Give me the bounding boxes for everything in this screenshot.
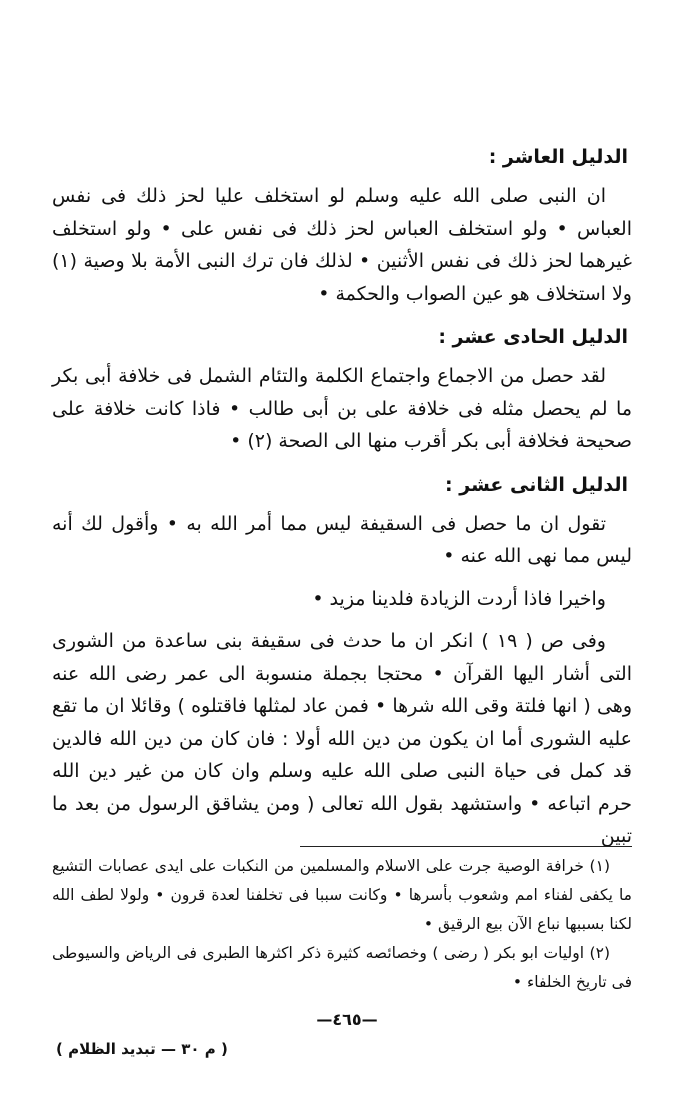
main-text [52, 140, 632, 853]
section-body-11: لقد حصل من الاجماع واجتماع الكلمة والتئام الشمل فى خلافة أبى بكر ما لم يحصل مثله فى خلافة على بن أبى طالب • فاذا كانت خلافة على صحيحة فخلافة أبى بكر أقرب منها الى الصحة (٢) • [52, 365, 632, 452]
section-heading-10: الدليل العاشر : [488, 146, 628, 168]
footnote-divider [300, 846, 632, 847]
closing-line: واخيرا فاذا أردت الزيادة فلدينا مزيد • [312, 587, 606, 610]
section-body-12: تقول ان ما حصل فى السقيفة ليس مما أمر الله به • وأقول لك أنه ليس مما نهى الله عنه • [52, 512, 632, 567]
section-heading-11: الدليل الحادى عشر : [438, 326, 628, 348]
discussion-paragraph: وفى ص ( ١٩ ) انكر ان ما حدث فى سقيفة بنى ساعدة من الشورى التى أشار اليها القرآن • محتجا بجملة منسوبة الى عمر رضى الله عنه وهى ( انها فلتة وقى الله شرها • فمن عاد لمثلها فاقتلوه ) وقائلا ان ما تقع عليه الشورى أما ان يكون من دين الله أولا : فان كان من دين الله فالدين قد كمل فى حياة النبى صلى الله عليه وسلم وان كان من غير دين الله حرم اتباعه • واستشهد بقول الله تعالى ( ومن يشاقق الرسول من بعد ما تبين [52, 630, 632, 847]
book-signature: ( م ٣٠ — تبديد الظلام ) [56, 1040, 228, 1058]
footnotes [52, 852, 632, 997]
footnote-1: (١) خرافة الوصية جرت على الاسلام والمسلمين من النكبات على ايدى عصابات التشيع ما يكفى لفناء امم وشعوب بأسرها • وكانت سببا فى تخلفنا لعدة قرون • ولولا لطف الله لكنا بسببها نباع الآن بيع الرقيق • [52, 857, 632, 933]
page-number: —٤٦٥— [316, 1010, 378, 1029]
section-body-10: ان النبى صلى الله عليه وسلم لو استخلف عليا لحز ذلك فى نفس العباس • ولو استخلف العباس لحز ذلك فى نفس على • ولو استخلف غيرهما لحز ذلك فى نفس الأثنين • لذلك فان ترك النبى الأمة بلا وصية (١) ولا استخلاف هو عين الصواب والحكمة • [52, 185, 632, 305]
section-heading-12: الدليل الثانى عشر : [445, 473, 628, 496]
footnote-2: (٢) اوليات ابو بكر ( رضى ) وخصائصه كثيرة ذكر اكثرها الطبرى فى الرياض والسيوطى فى تاريخ الخلفاء • [52, 944, 632, 991]
